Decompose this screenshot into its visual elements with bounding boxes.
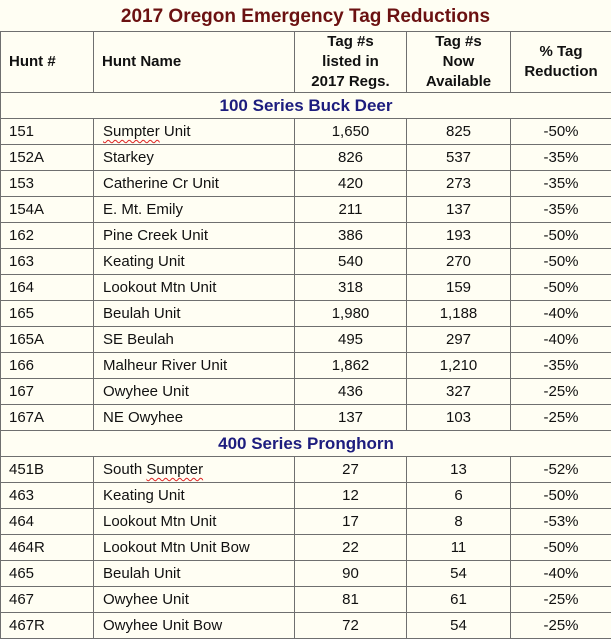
table-row: [1, 509, 611, 535]
table-row: [1, 535, 611, 561]
table-row: [1, 483, 611, 509]
reduction-cell: -35%: [511, 353, 611, 379]
hunt-num-cell: 463: [1, 483, 94, 509]
tags-now-cell: 6: [407, 483, 511, 509]
tags-now-cell: 8: [407, 509, 511, 535]
table-row: [1, 301, 611, 327]
tags-listed-cell: 211: [295, 197, 407, 223]
table-row: [1, 249, 611, 275]
reduction-cell: -50%: [511, 223, 611, 249]
hunt-num-cell: 464: [1, 509, 94, 535]
header-reduction: % Tag Reduction: [511, 32, 611, 93]
reduction-cell: -40%: [511, 561, 611, 587]
reduction-cell: -53%: [511, 509, 611, 535]
tags-now-cell: 54: [407, 561, 511, 587]
reduction-cell: -50%: [511, 249, 611, 275]
reduction-cell: -50%: [511, 119, 611, 145]
tags-now-cell: 103: [407, 405, 511, 431]
hunt-name-cell: Catherine Cr Unit: [94, 171, 295, 197]
hunt-num-cell: 464R: [1, 535, 94, 561]
hunt-num-cell: 467: [1, 587, 94, 613]
table-row: [1, 405, 611, 431]
tags-listed-cell: 22: [295, 535, 407, 561]
hunt-name-cell: SE Beulah: [94, 327, 295, 353]
table-title: 2017 Oregon Emergency Tag Reductions: [0, 0, 611, 31]
reduction-cell: -25%: [511, 379, 611, 405]
tags-now-cell: 297: [407, 327, 511, 353]
hunt-num-cell: 451B: [1, 457, 94, 483]
table-row: [1, 275, 611, 301]
tags-listed-cell: 420: [295, 171, 407, 197]
tags-listed-cell: 1,980: [295, 301, 407, 327]
hunt-num-cell: 467R: [1, 613, 94, 639]
tags-listed-cell: 318: [295, 275, 407, 301]
hunt-name-cell: Keating Unit: [94, 483, 295, 509]
header-hunt-name: Hunt Name: [94, 32, 295, 93]
tags-now-cell: 61: [407, 587, 511, 613]
header-tags-now: Tag #s Now Available: [407, 32, 511, 93]
tags-listed-cell: 1,650: [295, 119, 407, 145]
hunt-name-cell: Lookout Mtn Unit Bow: [94, 535, 295, 561]
tags-listed-cell: 540: [295, 249, 407, 275]
tags-now-cell: 327: [407, 379, 511, 405]
table-row: [1, 379, 611, 405]
table-row: [1, 223, 611, 249]
section-title: 400 Series Pronghorn: [1, 431, 611, 457]
hunt-num-cell: 165A: [1, 327, 94, 353]
tags-listed-cell: 81: [295, 587, 407, 613]
reduction-cell: -50%: [511, 535, 611, 561]
hunt-name-cell: Sumpter Unit: [94, 119, 295, 145]
hunt-num-cell: 151: [1, 119, 94, 145]
tag-reduction-table: [0, 31, 611, 639]
hunt-name-cell: Pine Creek Unit: [94, 223, 295, 249]
tags-listed-cell: 1,862: [295, 353, 407, 379]
tags-now-cell: 537: [407, 145, 511, 171]
table-row: [1, 613, 611, 639]
hunt-num-cell: 162: [1, 223, 94, 249]
reduction-cell: -25%: [511, 405, 611, 431]
hunt-num-cell: 152A: [1, 145, 94, 171]
hunt-name-cell: Malheur River Unit: [94, 353, 295, 379]
table-row: [1, 327, 611, 353]
tags-listed-cell: 137: [295, 405, 407, 431]
hunt-name-cell: Beulah Unit: [94, 561, 295, 587]
hunt-name-cell: Lookout Mtn Unit: [94, 509, 295, 535]
hunt-name-cell: E. Mt. Emily: [94, 197, 295, 223]
hunt-name-cell: Owyhee Unit: [94, 587, 295, 613]
tags-now-cell: 825: [407, 119, 511, 145]
hunt-num-cell: 164: [1, 275, 94, 301]
hunt-name-cell: NE Owyhee: [94, 405, 295, 431]
table-row: [1, 587, 611, 613]
tags-now-cell: 159: [407, 275, 511, 301]
tags-now-cell: 54: [407, 613, 511, 639]
tags-now-cell: 1,188: [407, 301, 511, 327]
hunt-num-cell: 465: [1, 561, 94, 587]
hunt-name-cell: Keating Unit: [94, 249, 295, 275]
table-row: [1, 145, 611, 171]
table-row: [1, 119, 611, 145]
reduction-cell: -25%: [511, 587, 611, 613]
header-tags-listed: Tag #s listed in 2017 Regs.: [295, 32, 407, 93]
reduction-cell: -25%: [511, 613, 611, 639]
tags-now-cell: 13: [407, 457, 511, 483]
reduction-cell: -50%: [511, 483, 611, 509]
tags-listed-cell: 27: [295, 457, 407, 483]
tags-listed-cell: 826: [295, 145, 407, 171]
reduction-cell: -35%: [511, 197, 611, 223]
table-row: [1, 561, 611, 587]
header-hunt-num: Hunt #: [1, 32, 94, 93]
hunt-num-cell: 154A: [1, 197, 94, 223]
reduction-cell: -35%: [511, 171, 611, 197]
table-row: [1, 457, 611, 483]
reduction-cell: -40%: [511, 327, 611, 353]
tags-now-cell: 273: [407, 171, 511, 197]
tags-listed-cell: 386: [295, 223, 407, 249]
hunt-num-cell: 163: [1, 249, 94, 275]
tags-listed-cell: 495: [295, 327, 407, 353]
reduction-cell: -50%: [511, 275, 611, 301]
hunt-num-cell: 167A: [1, 405, 94, 431]
reduction-cell: -35%: [511, 145, 611, 171]
tags-now-cell: 270: [407, 249, 511, 275]
hunt-num-cell: 167: [1, 379, 94, 405]
hunt-num-cell: 166: [1, 353, 94, 379]
section-title: 100 Series Buck Deer: [1, 93, 611, 119]
reduction-cell: -52%: [511, 457, 611, 483]
hunt-name-cell: Lookout Mtn Unit: [94, 275, 295, 301]
hunt-num-cell: 165: [1, 301, 94, 327]
tags-listed-cell: 72: [295, 613, 407, 639]
tags-now-cell: 11: [407, 535, 511, 561]
hunt-name-cell: Beulah Unit: [94, 301, 295, 327]
tags-listed-cell: 436: [295, 379, 407, 405]
reduction-cell: -40%: [511, 301, 611, 327]
tags-listed-cell: 17: [295, 509, 407, 535]
tags-listed-cell: 12: [295, 483, 407, 509]
hunt-num-cell: 153: [1, 171, 94, 197]
tags-listed-cell: 90: [295, 561, 407, 587]
table-row: [1, 353, 611, 379]
hunt-name-cell: Starkey: [94, 145, 295, 171]
table-row: [1, 171, 611, 197]
hunt-name-cell: Owyhee Unit Bow: [94, 613, 295, 639]
header-row: [1, 32, 611, 93]
table-row: [1, 197, 611, 223]
tags-now-cell: 1,210: [407, 353, 511, 379]
tags-now-cell: 193: [407, 223, 511, 249]
section-header-row: [1, 93, 611, 119]
tags-now-cell: 137: [407, 197, 511, 223]
section-header-row: [1, 431, 611, 457]
hunt-name-cell: Owyhee Unit: [94, 379, 295, 405]
hunt-name-cell: South Sumpter: [94, 457, 295, 483]
